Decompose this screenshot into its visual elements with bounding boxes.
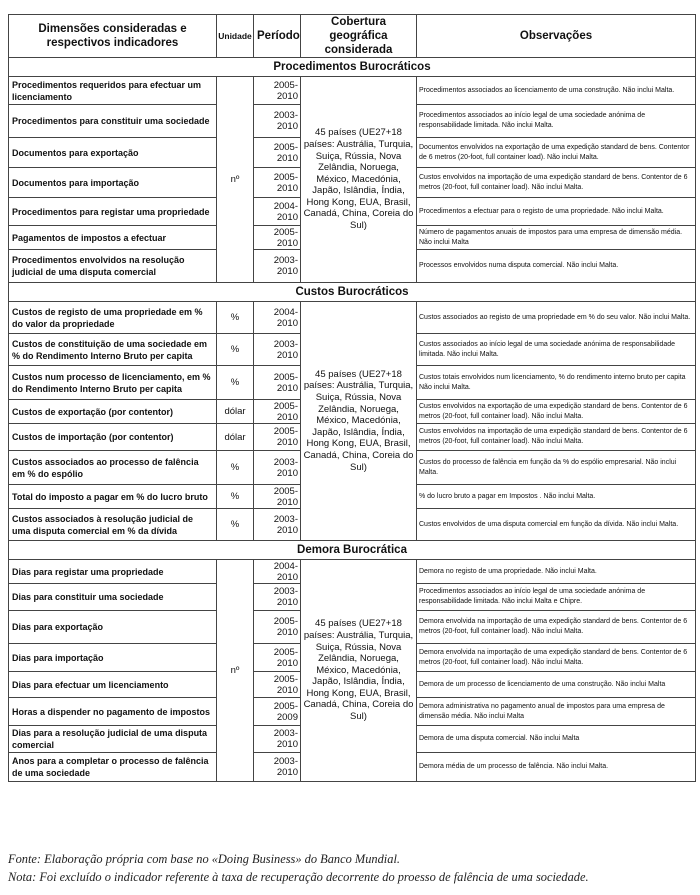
- period-cell: 2003-2010: [254, 584, 301, 611]
- observation-cell: Custos associados ao início legal de uma sociedade anónima de responsabilidade limitada. Não inclui Malta.: [417, 334, 696, 366]
- period-cell: 2005-2010: [254, 138, 301, 168]
- section-title: Demora Burocrática: [9, 541, 696, 560]
- unit-cell: %: [217, 366, 254, 400]
- indicator-cell: Dias para exportação: [9, 611, 217, 644]
- unit-cell: %: [217, 334, 254, 366]
- period-cell: 2003-2010: [254, 250, 301, 283]
- period-cell: 2005-2010: [254, 366, 301, 400]
- observation-cell: Demora envolvida na importação de uma expedição standard de bens. Contentor de 6 metros (20-foot, full container load). Não inclui Malta.: [417, 644, 696, 672]
- observation-cell: Procedimentos associados ao início legal de uma sociedade anónima de responsabilidade limitada. Não inclui Malta.: [417, 105, 696, 138]
- observation-cell: Custos totais envolvidos num licenciamento, % do rendimento interno bruto per capita Não inclui Malta.: [417, 366, 696, 400]
- indicator-cell: Custos de constituição de uma sociedade em % do Rendimento Interno Bruto per capita: [9, 334, 217, 366]
- period-cell: 2003-2010: [254, 509, 301, 541]
- indicator-cell: Horas a dispender no pagamento de impostos: [9, 698, 217, 726]
- table-header-row: [9, 15, 696, 58]
- header-unit: Unidade: [217, 15, 254, 58]
- section-header-row: [9, 541, 696, 560]
- observation-cell: Demora de um processo de licenciamento de uma construção. Não inclui Malta: [417, 672, 696, 698]
- observation-cell: Número de pagamentos anuais de impostos para uma empresa de dimensão média. Não inclui Malta: [417, 226, 696, 250]
- indicator-cell: Procedimentos para registar uma propriedade: [9, 198, 217, 226]
- indicators-table: [8, 14, 696, 782]
- unit-cell: dólar: [217, 400, 254, 424]
- header-period: Período: [254, 15, 301, 58]
- table-row: [9, 302, 696, 334]
- source-note: Fonte: Elaboração própria com base no «Doing Business» do Banco Mundial.: [8, 852, 400, 866]
- observation-cell: Demora administrativa no pagamento anual de impostos para uma empresa de dimensão média. Não inclui Malta: [417, 698, 696, 726]
- period-cell: 2003-2010: [254, 726, 301, 753]
- period-cell: 2003-2010: [254, 105, 301, 138]
- indicator-cell: Procedimentos para constituir uma sociedade: [9, 105, 217, 138]
- period-cell: 2003-2010: [254, 753, 301, 782]
- section-header-row: [9, 283, 696, 302]
- section-header-row: [9, 58, 696, 77]
- unit-cell: %: [217, 485, 254, 509]
- unit-cell: nº: [217, 77, 254, 283]
- observation-cell: Custos envolvidos na exportação de uma expedição standard de bens. Contentor de 6 metros (20-foot, full container load). Não inclui Malta.: [417, 400, 696, 424]
- indicator-cell: Total do imposto a pagar em % do lucro bruto: [9, 485, 217, 509]
- indicator-cell: Custos associados à resolução judicial de uma disputa comercial em % da dívida: [9, 509, 217, 541]
- indicator-cell: Documentos para exportação: [9, 138, 217, 168]
- observation-cell: Demora no registo de uma propriedade. Não inclui Malta.: [417, 560, 696, 584]
- period-cell: 2003-2010: [254, 334, 301, 366]
- observation-cell: Procedimentos associados ao início legal de uma sociedade anónima de responsabilidade limitada. Não inclui Malta e Chipre.: [417, 584, 696, 611]
- period-cell: 2005-2010: [254, 424, 301, 451]
- indicator-cell: Custos de registo de uma propriedade em % do valor da propriedade: [9, 302, 217, 334]
- observation-cell: Documentos envolvidos na exportação de uma expedição standard de bens. Contentor de 6 metros (20-foot, full container load). Não inclui Malta.: [417, 138, 696, 168]
- footnote: Nota: Foi excluído o indicador referente à taxa de recuperação decorrente do proesso de falência de uma sociedade.: [8, 870, 589, 884]
- unit-cell: dólar: [217, 424, 254, 451]
- observation-cell: Custos envolvidos na importação de uma expedição standard de bens. Contentor de 6 metros (20-foot, full container load). Não inclui Malta.: [417, 168, 696, 198]
- coverage-cell: 45 países (UE27+18 países: Austrália, Turquia, Suiça, Rússia, Nova Zelândia, Noruega, México, Macedónia, Japão, Islândia, Índia, Hong Kong, EUA, Brasil, Canadá, China, Coreia do Sul): [301, 302, 417, 541]
- observation-cell: Custos envolvidos de uma disputa comercial em função da dívida. Não inclui Malta.: [417, 509, 696, 541]
- observation-cell: Demora envolvida na importação de uma expedição standard de bens. Contentor de 6 metros (20-foot, full container load). Não inclui Malta.: [417, 611, 696, 644]
- indicator-cell: Pagamentos de impostos a efectuar: [9, 226, 217, 250]
- indicator-cell: Custos num processo de licenciamento, em % do Rendimento Interno Bruto per capita: [9, 366, 217, 400]
- period-cell: 2004-2010: [254, 198, 301, 226]
- unit-cell: nº: [217, 560, 254, 782]
- indicator-cell: Dias para a resolução judicial de uma disputa comercial: [9, 726, 217, 753]
- indicator-cell: Custos de importação (por contentor): [9, 424, 217, 451]
- period-cell: 2005-2009: [254, 698, 301, 726]
- section-title: Custos Burocráticos: [9, 283, 696, 302]
- observation-cell: % do lucro bruto a pagar em Impostos . Não inclui Malta.: [417, 485, 696, 509]
- unit-cell: %: [217, 302, 254, 334]
- indicator-cell: Dias para importação: [9, 644, 217, 672]
- indicator-cell: Procedimentos envolvidos na resolução judicial de uma disputa comercial: [9, 250, 217, 283]
- period-cell: 2005-2010: [254, 77, 301, 105]
- coverage-cell: 45 países (UE27+18 países: Austrália, Turquia, Suiça, Rússia, Nova Zelândia, Noruega, México, Macedónia, Japão, Islândia, Índia, Hong Kong, EUA, Brasil, Canadá, China, Coreia do Sul): [301, 560, 417, 782]
- indicator-cell: Anos para a completar o processo de falência de uma sociedade: [9, 753, 217, 782]
- indicator-cell: Dias para registar uma propriedade: [9, 560, 217, 584]
- period-cell: 2004-2010: [254, 302, 301, 334]
- header-observations: Observações: [417, 15, 696, 58]
- coverage-cell: 45 países (UE27+18 países: Austrália, Turquia, Suiça, Rússia, Nova Zelândia, Noruega, México, Macedónia, Japão, Islândia, Índia, Hong Kong, EUA, Brasil, Canadá, China, Coreia do Sul): [301, 77, 417, 283]
- header-indicators: Dimensões consideradas e respectivos indicadores: [9, 15, 217, 58]
- period-cell: 2005-2010: [254, 611, 301, 644]
- table-row: [9, 77, 696, 105]
- observation-cell: Custos envolvidos na importação de uma expedição standard de bens. Contentor de 6 metros (20-foot, full container load). Não inclui Malta.: [417, 424, 696, 451]
- period-cell: 2005-2010: [254, 226, 301, 250]
- unit-cell: %: [217, 451, 254, 485]
- period-cell: 2004-2010: [254, 560, 301, 584]
- observation-cell: Procedimentos associados ao licenciamento de uma construção. Não inclui Malta.: [417, 77, 696, 105]
- indicator-cell: Procedimentos requeridos para efectuar um licenciamento: [9, 77, 217, 105]
- period-cell: 2003-2010: [254, 451, 301, 485]
- observation-cell: Procedimentos a efectuar para o registo de uma propriedade. Não inclui Malta.: [417, 198, 696, 226]
- indicator-cell: Documentos para importação: [9, 168, 217, 198]
- observation-cell: Processos envolvidos numa disputa comercial. Não inclui Malta.: [417, 250, 696, 283]
- period-cell: 2005-2010: [254, 644, 301, 672]
- indicator-cell: Custos de exportação (por contentor): [9, 400, 217, 424]
- indicator-cell: Custos associados ao processo de falência em % do espólio: [9, 451, 217, 485]
- period-cell: 2005-2010: [254, 485, 301, 509]
- observation-cell: Custos associados ao registo de uma propriedade em % do seu valor. Não inclui Malta.: [417, 302, 696, 334]
- observation-cell: Custos do processo de falência em função da % do espólio empresarial. Não inclui Malta.: [417, 451, 696, 485]
- table-notes: [8, 850, 696, 886]
- section-title: Procedimentos Burocráticos: [9, 58, 696, 77]
- indicator-cell: Dias para efectuar um licenciamento: [9, 672, 217, 698]
- indicator-cell: Dias para constituir uma sociedade: [9, 584, 217, 611]
- observation-cell: Demora média de um processo de falência. Não inclui Malta.: [417, 753, 696, 782]
- period-cell: 2005-2010: [254, 672, 301, 698]
- unit-cell: %: [217, 509, 254, 541]
- table-row: [9, 560, 696, 584]
- period-cell: 2005-2010: [254, 400, 301, 424]
- header-coverage: Cobertura geográfica considerada: [301, 15, 417, 58]
- period-cell: 2005-2010: [254, 168, 301, 198]
- observation-cell: Demora de uma disputa comercial. Não inclui Malta: [417, 726, 696, 753]
